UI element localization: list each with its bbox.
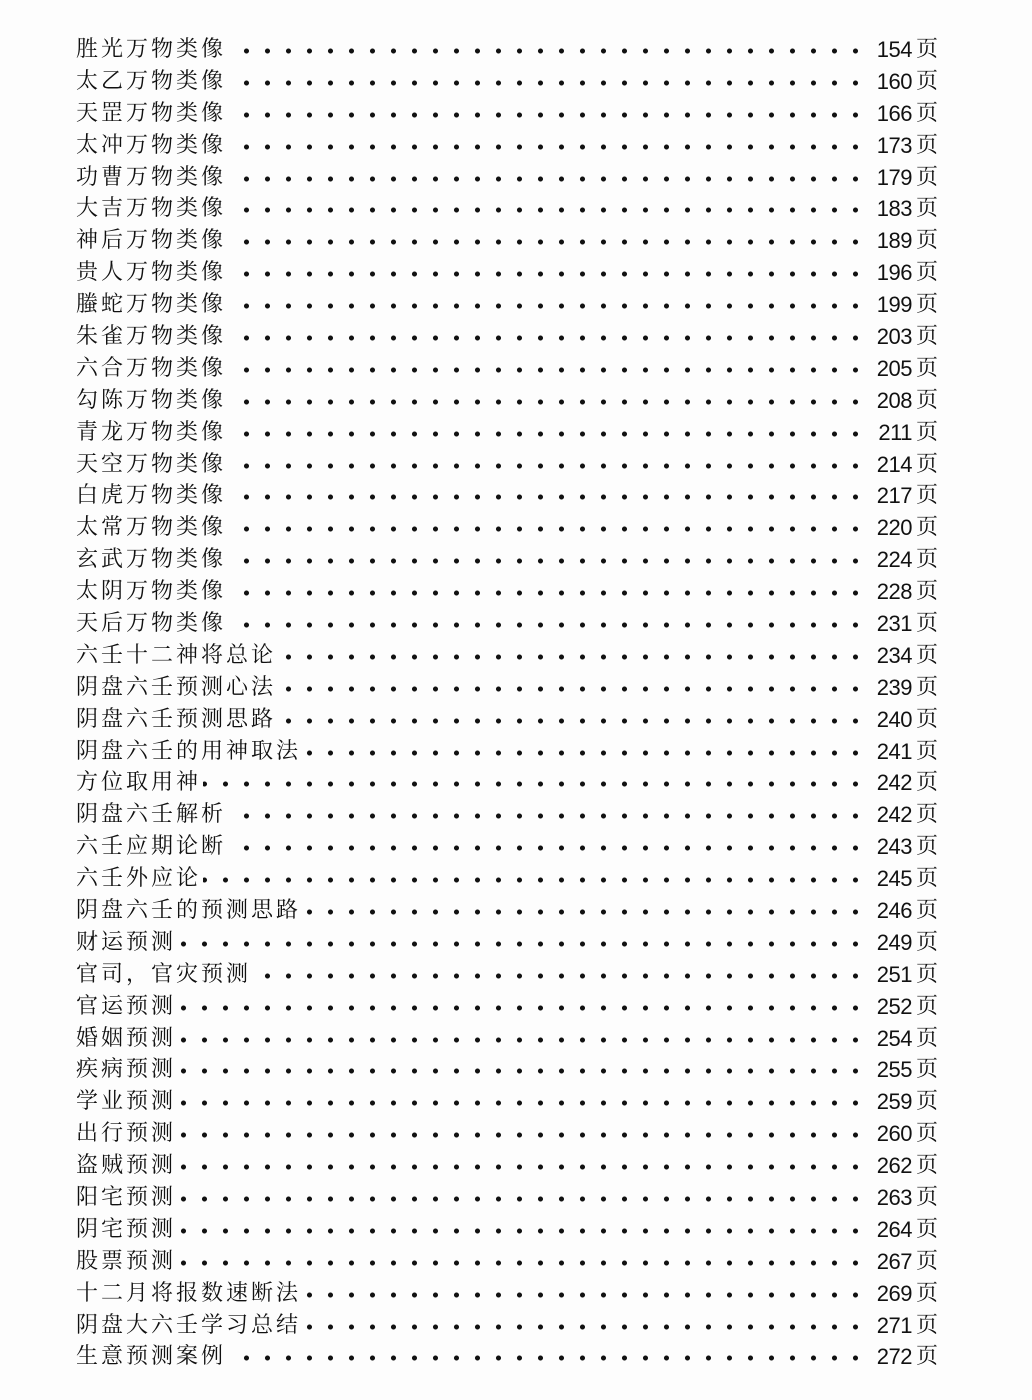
toc-entry-page-unit: 页 (915, 1025, 938, 1051)
dot-leader (278, 716, 866, 726)
toc-entry (76, 1150, 938, 1182)
dot-leader (228, 174, 866, 184)
toc-entry-page-unit: 页 (915, 483, 938, 509)
toc-entry (76, 162, 938, 194)
dot-leader (228, 333, 866, 343)
toc-entry-page-number: 224 (876, 547, 912, 573)
toc-entry-title: 盗贼预测 (76, 1153, 177, 1179)
toc-entry-page-number: 241 (876, 738, 912, 764)
toc-entry-page-unit: 页 (915, 738, 938, 764)
dot-leader (228, 397, 866, 407)
toc-entry (76, 385, 938, 417)
dot-leader (278, 652, 866, 662)
toc-entry-page-number: 160 (876, 68, 912, 94)
toc-entry-page-unit: 页 (915, 866, 938, 892)
toc-entry-title: 功曹万物类像 (76, 164, 227, 190)
dot-leader (178, 1035, 866, 1045)
toc-entry (76, 1246, 938, 1278)
toc-entry (76, 736, 938, 768)
dot-leader (228, 142, 866, 152)
toc-entry-page-number: 166 (876, 100, 912, 126)
toc-entry-page-number: 249 (876, 929, 912, 955)
dot-leader (228, 301, 866, 311)
toc-entry (76, 863, 938, 895)
toc-entry-title: 方位取用神 (76, 770, 202, 796)
toc-entry-title: 阴宅预测 (76, 1216, 177, 1242)
toc-entry-title: 疾病预测 (76, 1057, 177, 1083)
toc-entry-title: 十二月将报数速断法 (76, 1280, 302, 1306)
toc-entry-page-unit: 页 (915, 1121, 938, 1147)
dot-leader (178, 1130, 866, 1140)
toc-entry (76, 704, 938, 736)
toc-entry (76, 34, 938, 66)
toc-entry-page-unit: 页 (915, 1312, 938, 1338)
dot-leader (178, 1162, 866, 1172)
toc-entry-title: 六壬应期论断 (76, 834, 227, 860)
toc-entry-title: 朱雀万物类像 (76, 323, 227, 349)
toc-entry-page-number: 208 (876, 387, 912, 413)
dot-leader (303, 748, 866, 758)
dot-leader (178, 1226, 866, 1236)
toc-entry-page-number: 242 (876, 802, 912, 828)
toc-entry-page-unit: 页 (915, 228, 938, 254)
toc-entry-title: 玄武万物类像 (76, 547, 227, 573)
toc-entry (76, 353, 938, 385)
toc-entry-title: 学业预测 (76, 1089, 177, 1115)
toc-entry (76, 831, 938, 863)
toc-entry (76, 1342, 938, 1374)
toc-entry-page-unit: 页 (915, 993, 938, 1019)
dot-leader (228, 269, 866, 279)
dot-leader (228, 492, 866, 502)
toc-entry-page-unit: 页 (915, 1185, 938, 1210)
toc-entry-page-number: 259 (876, 1089, 912, 1115)
toc-entry-page-unit: 页 (915, 1216, 938, 1242)
toc-entry (76, 576, 938, 608)
toc-entry-page-unit: 页 (915, 196, 938, 222)
toc-entry-page-unit: 页 (915, 355, 938, 381)
toc-entry (76, 1214, 938, 1246)
dot-leader (178, 939, 866, 949)
toc-entry-page-unit: 页 (915, 132, 938, 158)
toc-entry-title: 神后万物类像 (76, 228, 227, 254)
toc-entry-page-unit: 页 (915, 68, 938, 94)
dot-leader (228, 461, 866, 471)
dot-leader (303, 1322, 866, 1332)
toc-entry-title: 阴盘六壬预测思路 (76, 706, 277, 732)
toc-entry (76, 608, 938, 640)
toc-entry-title: 六壬外应论 (76, 866, 202, 892)
toc-entry-page-unit: 页 (915, 323, 938, 349)
toc-entry-title: 天罡万物类像 (76, 100, 227, 126)
toc-entry-page-number: 260 (876, 1121, 912, 1147)
toc-entry-title: 太常万物类像 (76, 515, 227, 541)
toc-entry (76, 417, 938, 449)
toc-entry (76, 799, 938, 831)
toc-entry (76, 1278, 938, 1310)
toc-entry-page-unit: 页 (915, 260, 938, 286)
toc-entry-page-unit: 页 (915, 451, 938, 477)
toc-entry-page-unit: 页 (915, 1089, 938, 1115)
toc-entry-title: 阴盘六壬的预测思路 (76, 897, 302, 923)
toc-entry (76, 544, 938, 576)
dot-leader (278, 684, 866, 694)
toc-entry-page-number: 179 (876, 164, 912, 190)
toc-entry-page-number: 252 (876, 993, 912, 1019)
toc-entry-title: 大吉万物类像 (76, 196, 227, 222)
toc-entry-page-unit: 页 (915, 547, 938, 573)
toc-entry-page-number: 246 (876, 897, 912, 923)
toc-entry-title: 螣蛇万物类像 (76, 292, 227, 318)
toc-entry-page-number: 228 (876, 579, 912, 605)
toc-entry-page-number: 231 (876, 610, 912, 636)
toc-entry-page-number: 205 (876, 355, 912, 381)
toc-entry-title: 青龙万物类像 (76, 419, 227, 445)
toc-entry-page-unit: 页 (915, 929, 938, 955)
toc-entry-title: 官运预测 (76, 993, 177, 1019)
toc-entry-page-unit: 页 (915, 1248, 938, 1274)
toc-entry-page-number: 269 (876, 1280, 912, 1306)
toc-entry-page-number: 220 (876, 515, 912, 541)
toc-entry-title: 阳宅预测 (76, 1185, 177, 1210)
toc-entry-page-number: 183 (876, 196, 912, 222)
toc-entry (76, 672, 938, 704)
toc-entry (76, 66, 938, 98)
dot-leader (228, 620, 866, 630)
dot-leader (178, 1194, 866, 1204)
toc-entry-title: 太乙万物类像 (76, 68, 227, 94)
toc-entry-page-unit: 页 (915, 1057, 938, 1083)
toc-entry (76, 1023, 938, 1055)
toc-entry-page-number: 271 (876, 1312, 912, 1338)
toc-entry (76, 927, 938, 959)
toc-entry-page-unit: 页 (915, 579, 938, 605)
toc-entry (76, 991, 938, 1023)
toc-entry-page-unit: 页 (915, 706, 938, 732)
toc-entry-page-unit: 页 (915, 961, 938, 987)
toc-entry-title: 勾陈万物类像 (76, 387, 227, 413)
dot-leader (228, 1353, 866, 1363)
toc-entry-page-unit: 页 (915, 802, 938, 828)
toc-entry (76, 480, 938, 512)
toc-entry-title: 白虎万物类像 (76, 483, 227, 509)
dot-leader (253, 971, 866, 981)
toc-entry (76, 895, 938, 927)
toc-entry (76, 321, 938, 353)
toc-entry-page-number: 254 (876, 1025, 912, 1051)
toc-entry-page-number: 211 (878, 419, 912, 445)
toc-entry (76, 225, 938, 257)
toc-entry-title: 贵人万物类像 (76, 260, 227, 286)
toc-entry-title: 股票预测 (76, 1248, 177, 1274)
dot-leader (303, 907, 866, 917)
dot-leader (178, 1098, 866, 1108)
dot-leader (228, 205, 866, 215)
toc-entry (76, 193, 938, 225)
toc-entry-page-unit: 页 (915, 36, 938, 62)
toc-entry (76, 1118, 938, 1150)
toc-entry-page-number: 245 (876, 866, 912, 892)
toc-entry-title: 六合万物类像 (76, 355, 227, 381)
toc-entry-page-number: 263 (876, 1185, 912, 1210)
toc-entry-title: 太阴万物类像 (76, 579, 227, 605)
dot-leader (228, 429, 866, 439)
toc-entry-page-unit: 页 (915, 834, 938, 860)
dot-leader (228, 46, 866, 56)
toc-entry-page-number: 272 (876, 1344, 912, 1370)
toc-entry-page-unit: 页 (915, 292, 938, 318)
toc-entry-page-unit: 页 (915, 164, 938, 190)
toc-entry-page-number: 251 (876, 961, 912, 987)
dot-leader (228, 365, 866, 375)
toc-entry-page-number: 239 (876, 674, 912, 700)
toc-entry-page-number: 255 (876, 1057, 912, 1083)
toc-entry-title: 财运预测 (76, 929, 177, 955)
toc-entry (76, 1310, 938, 1342)
toc-entry-title: 天后万物类像 (76, 610, 227, 636)
toc-entry (76, 512, 938, 544)
dot-leader (203, 779, 866, 789)
toc-entry-page-number: 262 (876, 1153, 912, 1179)
toc-entry (76, 959, 938, 991)
toc-entry-page-unit: 页 (915, 1280, 938, 1306)
toc-entry-page-number: 243 (876, 834, 912, 860)
toc-entry-title: 胜光万物类像 (76, 36, 227, 62)
dot-leader (228, 556, 866, 566)
dot-leader (178, 1066, 866, 1076)
toc-entry (76, 1055, 938, 1087)
toc-entry-title: 出行预测 (76, 1121, 177, 1147)
toc-entry-page-unit: 页 (915, 1153, 938, 1179)
toc-entry (76, 640, 938, 672)
toc-entry-page-number: 196 (876, 260, 912, 286)
dot-leader (178, 1258, 866, 1268)
toc-entry-title: 阴盘六壬预测心法 (76, 674, 277, 700)
table-of-contents (76, 34, 938, 1373)
toc-entry-page-unit: 页 (915, 515, 938, 541)
toc-entry-page-number: 242 (876, 770, 912, 796)
toc-entry-page-unit: 页 (915, 770, 938, 796)
toc-entry-title: 天空万物类像 (76, 451, 227, 477)
toc-entry-page-number: 217 (876, 483, 912, 509)
toc-entry-title: 六壬十二神将总论 (76, 642, 277, 668)
toc-entry-page-unit: 页 (915, 897, 938, 923)
toc-entry-page-unit: 页 (915, 610, 938, 636)
toc-entry (76, 98, 938, 130)
dot-leader (228, 110, 866, 120)
toc-entry-page-unit: 页 (915, 100, 938, 126)
toc-entry-page-number: 267 (876, 1248, 912, 1274)
toc-entry-page-number: 189 (876, 228, 912, 254)
toc-entry-title: 生意预测案例 (76, 1344, 227, 1370)
toc-entry-page-number: 264 (876, 1216, 912, 1242)
toc-entry-title: 阴盘六壬的用神取法 (76, 738, 302, 764)
toc-entry-page-number: 240 (876, 706, 912, 732)
toc-entry-title: 阴盘六壬解析 (76, 802, 227, 828)
toc-entry-page-unit: 页 (915, 419, 938, 445)
toc-entry-title: 阴盘大六壬学习总结 (76, 1312, 302, 1338)
dot-leader (303, 1290, 866, 1300)
dot-leader (228, 78, 866, 88)
toc-entry-page-number: 173 (876, 132, 912, 158)
dot-leader (228, 524, 866, 534)
toc-entry-page-unit: 页 (915, 674, 938, 700)
toc-entry (76, 767, 938, 799)
dot-leader (228, 811, 866, 821)
dot-leader (178, 1003, 866, 1013)
dot-leader (203, 875, 866, 885)
toc-entry-page-unit: 页 (915, 387, 938, 413)
toc-entry-page-number: 234 (876, 642, 912, 668)
toc-entry (76, 257, 938, 289)
toc-entry-page-unit: 页 (915, 1344, 938, 1370)
toc-entry (76, 1086, 938, 1118)
dot-leader (228, 843, 866, 853)
dot-leader (228, 237, 866, 247)
toc-entry (76, 289, 938, 321)
toc-entry-page-unit: 页 (915, 642, 938, 668)
toc-entry-page-number: 203 (876, 323, 912, 349)
toc-entry-page-number: 154 (876, 36, 912, 62)
toc-entry (76, 1182, 938, 1214)
toc-entry-title: 婚姻预测 (76, 1025, 177, 1051)
toc-entry-title: 太冲万物类像 (76, 132, 227, 158)
toc-entry-page-number: 199 (876, 292, 912, 318)
toc-entry (76, 130, 938, 162)
toc-entry-page-number: 214 (876, 451, 912, 477)
toc-entry (76, 449, 938, 481)
dot-leader (228, 588, 866, 598)
toc-entry-title: 官司，官灾预测 (76, 961, 252, 987)
